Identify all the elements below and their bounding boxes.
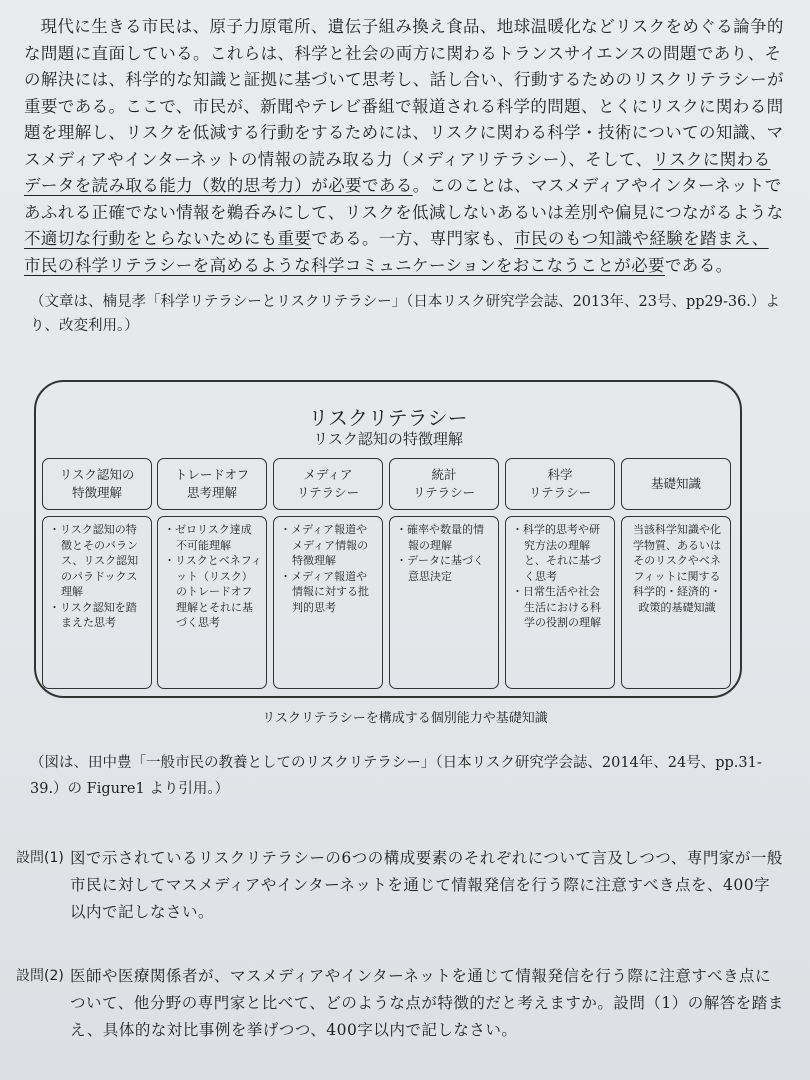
component-item: ・ データに基づく意思決定 bbox=[396, 553, 494, 584]
component-heading: 統計 リテラシー bbox=[389, 458, 499, 510]
passage-sentence: である。一方、専門家も、 bbox=[311, 229, 515, 248]
component-item: ・ リスク認知を踏まえた思考 bbox=[49, 600, 147, 631]
component-item: ・ リスク認知の特徴とそのバランス、リスク認知のパラドックス理解 bbox=[49, 522, 147, 600]
passage-paragraph bbox=[24, 14, 784, 279]
component-heading: トレードオフ 思考理解 bbox=[157, 458, 267, 510]
component-body bbox=[157, 516, 267, 689]
component-heading: リスク認知の 特徴理解 bbox=[42, 458, 152, 510]
underlined-phrase: リスクに関わるデータを読み取る能力（数的思考力）が必要である bbox=[24, 149, 771, 195]
component-body bbox=[42, 516, 152, 689]
component-item: ・ 確率や数量的情報の理解 bbox=[396, 522, 494, 553]
underlined-phrase: 市民のもつ知識や経験を踏まえ、市民の科学リテラシーを高めるような科学コミュニケーションをおこなうことが必要 bbox=[24, 229, 769, 275]
component-item: ・ 日常生活や社会生活における科学の役割の理解 bbox=[512, 584, 610, 631]
passage-sentence: 現代に生きる市民は、原子力原電所、遺伝子組み換え食品、地球温暖化などリスクをめぐる論争的な問題に直面している。これらは、科学と社会の両方に関わるトランスサイエンスの問題であり、その解決には、科学的な知識と証拠に基づいて思考し、話し合い、行動するためのリスクリテラシーが重要である。ここで、市民が、新聞やテレビ番組で報道される科学的問題、とくにリスクに関わる問題を理解し、リスクを低減する行動をするためには、リスクに関わる科学・技術についての知識、マスメディアやインターネットの情報の読み取る力（メディアリテラシー）、そして、 bbox=[24, 17, 784, 169]
question-1 bbox=[16, 845, 786, 926]
figure-citation: （図は、田中豊「一般市民の教養としてのリスクリテラシー」（日本リスク研究学会誌、2014年、24号、pp.31-39.）の Figure1 より引用。） bbox=[30, 755, 762, 797]
diagram-title: リスクリテラシー bbox=[308, 406, 468, 430]
component-body bbox=[621, 516, 731, 689]
component-item: ・ 科学的思考や研究方法の理解と、それに基づく思考 bbox=[512, 522, 610, 584]
component-heading: 科学 リテラシー bbox=[505, 458, 615, 510]
diagram-subtitle: リスク認知の特徴理解 bbox=[313, 430, 463, 448]
component-body bbox=[389, 516, 499, 689]
risk-literacy-diagram bbox=[34, 380, 742, 698]
underlined-phrase: 不適切な行動をとらないためにも重要 bbox=[24, 229, 312, 248]
passage-sentence: である。 bbox=[664, 255, 733, 275]
component-heading: 基礎知識 bbox=[621, 458, 731, 510]
question-text: 図で示されているリスクリテラシーの6つの構成要素のそれぞれについて言及しつつ、専門家が一般市民に対してマスメディアやインターネットを通じて情報発信を行う際に注意すべき点を、400字以内で記しなさい。 bbox=[70, 849, 783, 921]
source-note: （文章は、楠見孝「科学リテラシーとリスクリテラシー」（日本リスク研究学会誌、2013年、23号、pp29-36.）より、改変利用。） bbox=[30, 294, 780, 334]
component-item: ・ リスクとベネフィット（リスク）のトレードオフ理解とそれに基づく思考 bbox=[164, 553, 262, 631]
question-label: 設問(1) bbox=[16, 850, 64, 866]
passage-sentence: 。このことは、マスメディアやインターネットであふれる正確でない情報を鵜呑みにして、リスクを低減しないあるいは差別や偏見につながるような bbox=[24, 176, 784, 222]
component-body bbox=[273, 516, 383, 689]
figure-caption: リスクリテラシーを構成する個別能力や基礎知識 bbox=[262, 711, 548, 726]
question-label: 設問(2) bbox=[16, 968, 64, 984]
component-heading: メディア リテラシー bbox=[273, 458, 383, 510]
component-body bbox=[505, 516, 615, 689]
component-item: ・ メディア報道や情報に対する批判的思考 bbox=[280, 569, 378, 616]
question-2 bbox=[16, 963, 786, 1044]
component-item: ・ メディア報道やメディア情報の特徴理解 bbox=[280, 522, 378, 569]
question-text: 医師や医療関係者が、マスメディアやインターネットを通じて情報発信を行う際に注意すべき点について、他分野の専門家と比べて、どのような点が特徴的だと考えますか。設問（1）の解答を踏まえ、具体的な対比事例を挙げつつ、400字以内で記しなさい。 bbox=[70, 967, 784, 1039]
component-item: ・ ゼロリスク達成不可能理解 bbox=[164, 522, 262, 553]
component-text: 当該科学知識や化学物質、あるいはそのリスクやベネフィットに関する科学的・経済的・政策的基礎知識 bbox=[633, 523, 721, 614]
